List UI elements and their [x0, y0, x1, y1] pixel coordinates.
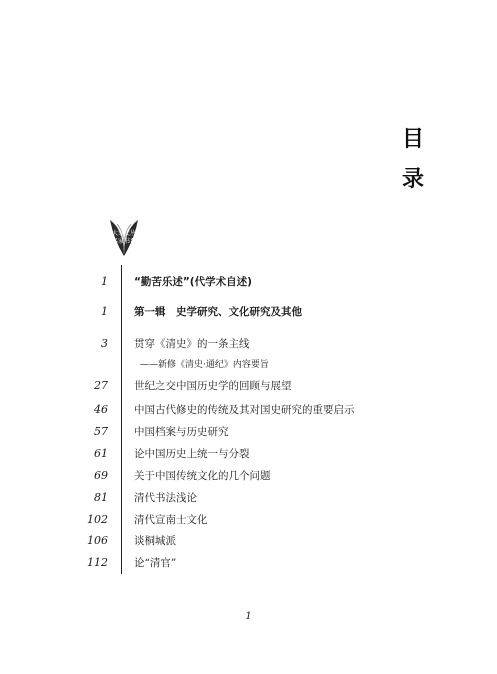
toc-entry[interactable]: [0, 401, 497, 419]
toc-page-number: 81: [94, 491, 108, 504]
toc-entry[interactable]: [0, 273, 497, 291]
toc-entry-title: 中国档案与历史研究: [134, 426, 229, 438]
toc-entry[interactable]: [0, 532, 497, 550]
toc-entry[interactable]: [0, 377, 497, 395]
emblem-text-2: 名家书系: [111, 238, 136, 245]
toc-entry[interactable]: [0, 554, 497, 572]
toc-section-heading: 第一辑 史学研究、文化研究及其他: [134, 306, 302, 318]
toc-entry[interactable]: [0, 335, 497, 353]
footer-page-number: 1: [245, 611, 252, 622]
toc-page-number: 61: [94, 447, 108, 460]
toc-entry[interactable]: [0, 303, 497, 321]
toc-entry[interactable]: [0, 489, 497, 507]
toc-page-number: 3: [101, 337, 108, 350]
toc-page-number: 112: [87, 556, 108, 569]
emblem-text-1: 大家文丛: [111, 230, 136, 237]
toc-entry-title: 中国古代修史的传统及其对国史研究的重要启示: [134, 404, 355, 416]
toc-entry-title: “勤苦乐述”(代学术自述): [134, 276, 252, 288]
toc-entry[interactable]: [0, 423, 497, 441]
toc-title-char-1: 目: [402, 127, 425, 152]
toc-entry-title: 论中国历史上统一与分裂: [134, 448, 250, 460]
toc-page-number: 57: [94, 425, 108, 438]
toc-entry-title: 关于中国传统文化的几个问题: [134, 470, 271, 482]
toc-page-number: 46: [94, 403, 108, 416]
toc-entry-title: 清代书法浅论: [134, 492, 197, 504]
toc-entry-title: 清代宣南士文化: [134, 514, 208, 526]
toc-title-char-2: 录: [402, 167, 425, 192]
toc-page-number: 1: [101, 305, 108, 318]
toc-page-number: 102: [87, 513, 108, 526]
toc-entry-subtitle-text: ——新修《清史·通纪》内容要旨: [140, 360, 269, 370]
toc-entry-title: 谈桐城派: [134, 535, 176, 547]
toc-entry-title: 论“清官”: [134, 557, 177, 569]
toc-page-number: 69: [94, 469, 108, 482]
toc-entry[interactable]: [0, 511, 497, 529]
toc-page-number: 27: [94, 379, 108, 392]
toc-entry-title: 贯穿《清史》的一条主线: [134, 338, 250, 350]
toc-entry[interactable]: [0, 467, 497, 485]
toc-page-number: 1: [101, 275, 108, 288]
toc-entry-title: 世纪之交中国历史学的回顾与展望: [134, 380, 292, 392]
toc-page-number: 106: [87, 534, 108, 547]
toc-entry-subtitle: [0, 356, 497, 374]
toc-entry[interactable]: [0, 445, 497, 463]
series-emblem: [108, 218, 140, 258]
